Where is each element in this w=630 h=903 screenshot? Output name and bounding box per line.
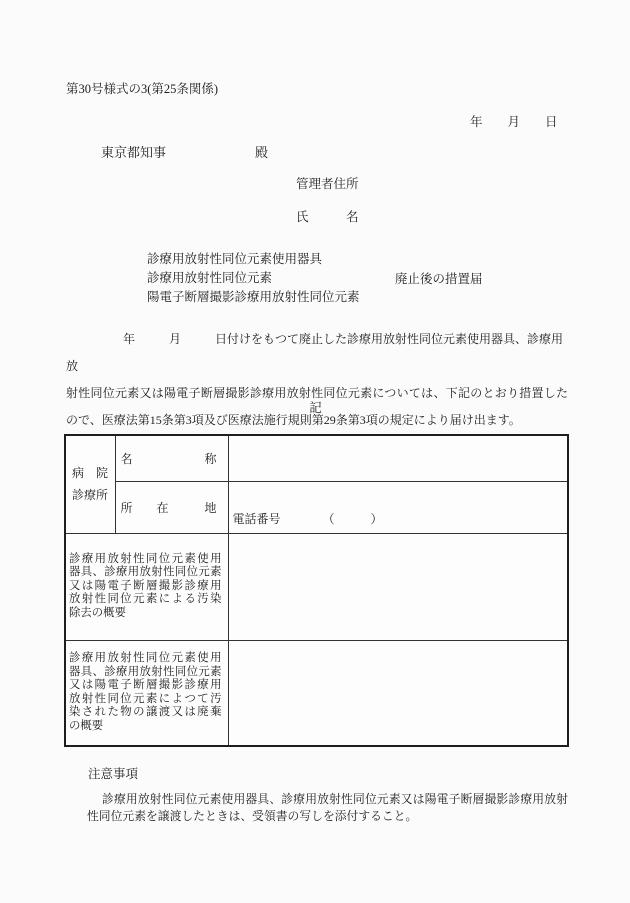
facility-line-1: 病 院	[72, 466, 109, 481]
manager-address-label: 管理者住所	[296, 177, 359, 191]
notification-title-block	[147, 250, 483, 307]
form-number: 第30号様式の3(第25条関係)	[66, 82, 219, 96]
notes-paragraph	[87, 791, 568, 825]
disposal-label-cell	[65, 640, 228, 746]
body-day-rest: 日付けをもつて廃止した診療用放射性同位元素使用器具、診療用放	[66, 332, 564, 373]
title-line-2: 診療用放射性同位元素	[147, 271, 273, 285]
phone-label: 電話番号 （ ）	[232, 511, 383, 526]
decon-line: 器具、診療用放射性同位元素	[69, 566, 222, 579]
addressee-row	[0, 142, 630, 160]
address-label-cell: 所 在 地	[115, 481, 228, 533]
facility-table	[64, 434, 569, 747]
body-month: 月	[169, 332, 182, 346]
decon-line: 放射性同位元素による汚染	[69, 593, 222, 606]
notes-heading: 注意事項	[88, 767, 139, 781]
disposal-line: の概要	[69, 719, 104, 732]
disposal-line: 診療用放射性同位元素使用	[69, 651, 222, 664]
honorific: 殿	[255, 145, 269, 160]
note-line-1: 診療用放射性同位元素使用器具、診療用放射性同位元素又は陽電子断層撮影診療用放射	[102, 792, 568, 806]
disposal-value-cell	[228, 640, 568, 746]
note-line-2: 性同位元素を譲渡したときは、受領書の写しを添付すること。	[87, 809, 418, 823]
name-label-cell: 名 称	[115, 435, 228, 481]
disposal-line: 器具、診療用放射性同位元素	[69, 665, 222, 678]
title-line-1: 診療用放射性同位元素使用器具	[147, 252, 323, 266]
addressee: 東京都知事	[101, 145, 167, 160]
facility-type-cell	[65, 435, 115, 533]
decontamination-value-cell	[228, 533, 568, 640]
name-value-cell	[228, 435, 568, 481]
notification-title: 廃止後の措置届	[395, 272, 483, 286]
decon-line: 除去の概要	[69, 606, 126, 619]
decon-line: 又は陽電子断層撮影診療用	[69, 579, 222, 592]
disposal-line: 放射性同位元素によつて汚	[69, 692, 222, 705]
body-line-1	[66, 326, 568, 380]
disposal-line: 染された物の譲渡又は廃棄	[69, 706, 222, 719]
date-line: 年 月 日	[470, 115, 558, 129]
decon-line: 診療用放射性同位元素使用	[69, 552, 222, 565]
body-year: 年	[123, 332, 136, 346]
body-line-3: ので、医療法第15条第3項及び医療法施行規則第29条第3項の規定により届け出ます。	[66, 413, 521, 427]
facility-line-2: 診療所	[72, 488, 109, 503]
body-line-2: 射性同位元素又は陽電子断層撮影診療用放射性同位元素については、下記のとおり措置した	[66, 386, 568, 400]
disposal-line: 又は陽電子断層撮影診療用	[69, 679, 222, 692]
name-label: 氏 名	[296, 210, 359, 224]
title-line-3: 陽電子断層撮影診療用放射性同位元素	[147, 290, 360, 304]
address-phone-cell	[228, 481, 568, 533]
body-paragraph	[66, 326, 568, 434]
ki-marker: 記	[309, 401, 322, 415]
decontamination-label-cell	[65, 533, 228, 640]
